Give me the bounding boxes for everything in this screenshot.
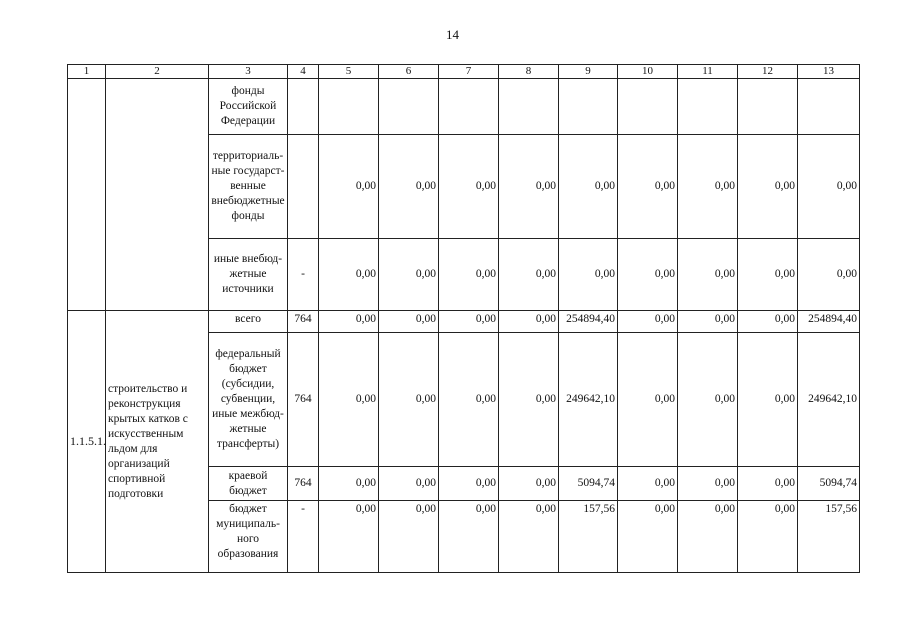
value-cell: 0,00 xyxy=(618,333,678,467)
item-name: строительство и реконструкция крытых катков с искусственным льдом для организаций спортивной подготовки xyxy=(106,311,209,573)
value-cell: 0,00 xyxy=(618,467,678,501)
value-cell: 5094,74 xyxy=(559,467,618,501)
column-header-3: 3 xyxy=(209,65,288,79)
value-cell: 0,00 xyxy=(379,501,439,573)
value-cell: 0,00 xyxy=(319,501,379,573)
header-row xyxy=(68,65,860,79)
column-header-12: 12 xyxy=(738,65,798,79)
column-header-7: 7 xyxy=(439,65,499,79)
value-cell xyxy=(738,79,798,135)
value-cell: 0,00 xyxy=(738,467,798,501)
funding-source: бюджет муниципаль-ного образования xyxy=(209,501,288,573)
funding-source: краевой бюджет xyxy=(209,467,288,501)
value-cell: 0,00 xyxy=(618,239,678,311)
value-cell: 0,00 xyxy=(439,135,499,239)
value-cell: 0,00 xyxy=(439,333,499,467)
value-cell: 0,00 xyxy=(738,311,798,333)
value-cell: 0,00 xyxy=(379,333,439,467)
value-cell: 0,00 xyxy=(499,467,559,501)
value-cell xyxy=(798,79,860,135)
grbs-code: 764 xyxy=(288,467,319,501)
value-cell: 0,00 xyxy=(319,333,379,467)
value-cell: 0,00 xyxy=(439,501,499,573)
value-cell: 0,00 xyxy=(379,467,439,501)
value-cell: 0,00 xyxy=(379,311,439,333)
value-cell: 0,00 xyxy=(379,135,439,239)
value-cell: 0,00 xyxy=(738,501,798,573)
value-cell xyxy=(499,79,559,135)
value-cell: 0,00 xyxy=(319,239,379,311)
column-header-4: 4 xyxy=(288,65,319,79)
value-cell: 0,00 xyxy=(439,311,499,333)
column-header-5: 5 xyxy=(319,65,379,79)
value-cell: 0,00 xyxy=(559,239,618,311)
value-cell: 249642,10 xyxy=(559,333,618,467)
value-cell: 0,00 xyxy=(439,467,499,501)
value-cell: 0,00 xyxy=(678,467,738,501)
grbs-code: - xyxy=(288,501,319,573)
value-cell: 157,56 xyxy=(798,501,860,573)
column-header-13: 13 xyxy=(798,65,860,79)
grbs-code: - xyxy=(288,239,319,311)
value-cell: 254894,40 xyxy=(559,311,618,333)
funding-source: фонды Российской Федерации xyxy=(209,79,288,135)
value-cell: 0,00 xyxy=(678,135,738,239)
value-cell: 0,00 xyxy=(499,239,559,311)
funding-source: всего xyxy=(209,311,288,333)
value-cell: 254894,40 xyxy=(798,311,860,333)
column-header-2: 2 xyxy=(106,65,209,79)
funding-source: территориаль-ные государст-венные внебюджетные фонды xyxy=(209,135,288,239)
value-cell: 0,00 xyxy=(618,501,678,573)
page-number: 14 xyxy=(446,27,459,42)
grbs-code xyxy=(288,135,319,239)
value-cell: 0,00 xyxy=(798,239,860,311)
value-cell xyxy=(678,79,738,135)
column-header-1: 1 xyxy=(68,65,106,79)
value-cell: 0,00 xyxy=(738,333,798,467)
funding-source: федеральный бюджет (субсидии, субвенции, иные межбюд-жетные трансферты) xyxy=(209,333,288,467)
budget-table xyxy=(67,64,860,573)
grbs-code: 764 xyxy=(288,311,319,333)
value-cell: 0,00 xyxy=(798,135,860,239)
column-header-11: 11 xyxy=(678,65,738,79)
value-cell: 0,00 xyxy=(678,239,738,311)
value-cell: 0,00 xyxy=(559,135,618,239)
value-cell: 0,00 xyxy=(319,135,379,239)
grbs-code: 764 xyxy=(288,333,319,467)
column-header-6: 6 xyxy=(379,65,439,79)
funding-source: иные внебюд-жетные источники xyxy=(209,239,288,311)
value-cell: 5094,74 xyxy=(798,467,860,501)
value-cell: 0,00 xyxy=(738,239,798,311)
value-cell: 0,00 xyxy=(618,135,678,239)
value-cell xyxy=(319,79,379,135)
value-cell: 0,00 xyxy=(319,467,379,501)
value-cell: 0,00 xyxy=(678,311,738,333)
value-cell: 0,00 xyxy=(678,333,738,467)
value-cell: 0,00 xyxy=(319,311,379,333)
grbs-code xyxy=(288,79,319,135)
name-cell-empty xyxy=(106,79,209,311)
value-cell xyxy=(379,79,439,135)
value-cell: 0,00 xyxy=(499,311,559,333)
value-cell: 0,00 xyxy=(379,239,439,311)
column-header-10: 10 xyxy=(618,65,678,79)
item-index: 1.1.5.1. xyxy=(68,311,106,573)
value-cell: 0,00 xyxy=(618,311,678,333)
value-cell: 0,00 xyxy=(499,501,559,573)
index-cell-empty xyxy=(68,79,106,311)
value-cell xyxy=(618,79,678,135)
value-cell: 0,00 xyxy=(499,135,559,239)
value-cell: 0,00 xyxy=(499,333,559,467)
column-header-9: 9 xyxy=(559,65,618,79)
table-row xyxy=(68,311,860,333)
value-cell: 0,00 xyxy=(678,501,738,573)
value-cell xyxy=(439,79,499,135)
value-cell: 0,00 xyxy=(439,239,499,311)
value-cell: 157,56 xyxy=(559,501,618,573)
value-cell: 0,00 xyxy=(738,135,798,239)
table-row xyxy=(68,79,860,135)
value-cell: 249642,10 xyxy=(798,333,860,467)
value-cell xyxy=(559,79,618,135)
column-header-8: 8 xyxy=(499,65,559,79)
